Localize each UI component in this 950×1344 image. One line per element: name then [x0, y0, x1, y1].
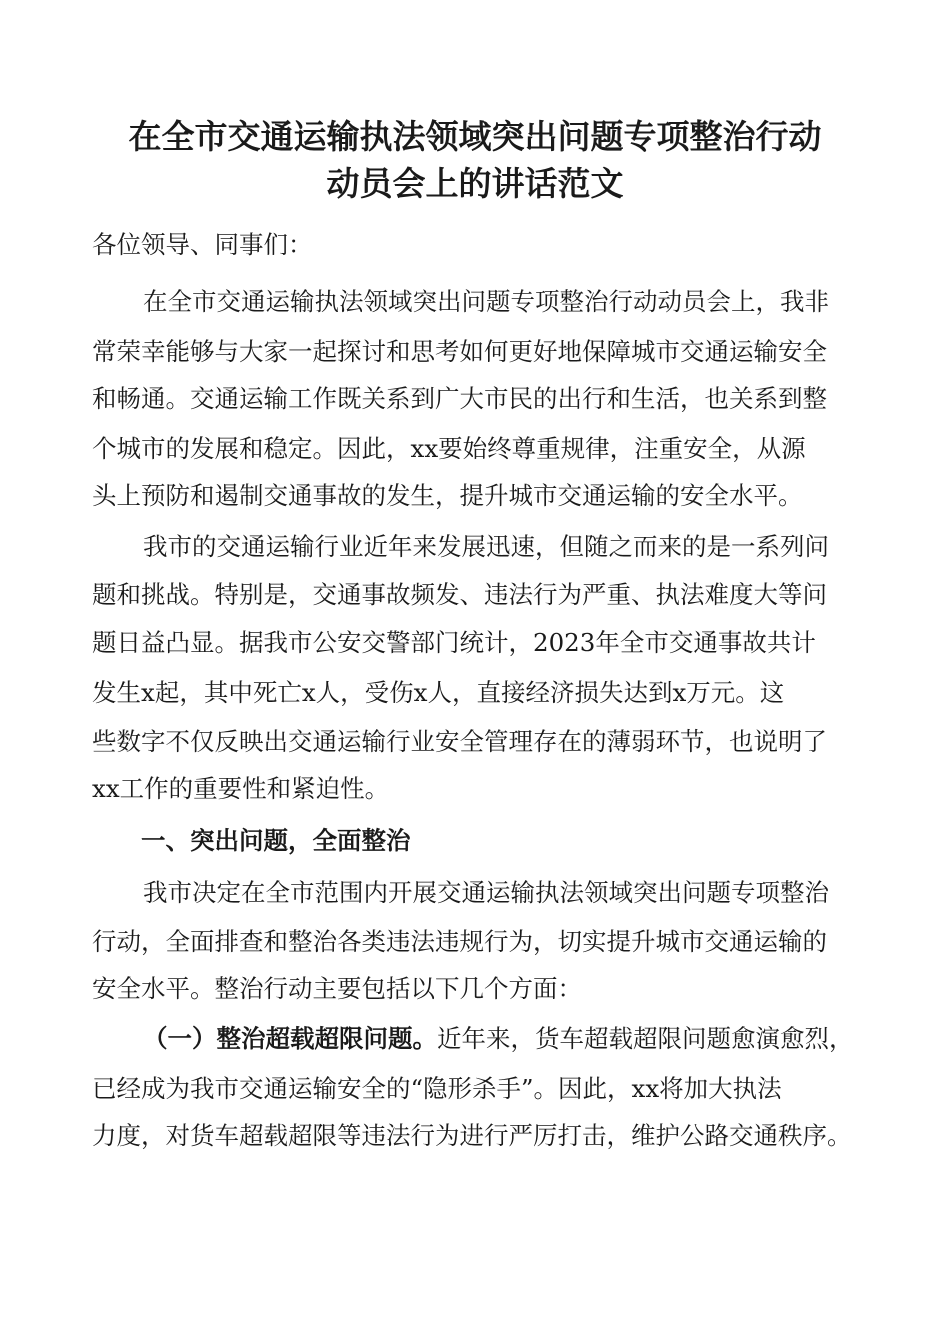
paragraph-3-line: 行动，全面排查和整治各类违法违规行为，切实提升城市交通运输的 — [92, 927, 827, 956]
section-heading-1: 一、突出问题，全面整治 — [141, 826, 411, 855]
paragraph-1-line: 在全市交通运输执法领域突出问题专项整治行动动员会上，我非 — [143, 287, 829, 316]
document-title-line-2: 动员会上的讲话范文 — [326, 164, 624, 203]
paragraph-2-line: 题日益凸显。据我市公安交警部门统计，2023年全市交通事故共计 — [92, 628, 816, 657]
paragraph-2-line: 发生x起，其中死亡x人，受伤x人，直接经济损失达到x万元。这 — [92, 678, 785, 707]
paragraph-1-line: 头上预防和遏制交通事故的发生，提升城市交通运输的安全水平。 — [92, 481, 803, 510]
paragraph-3-line: 安全水平。整治行动主要包括以下几个方面： — [92, 974, 582, 1003]
paragraph-1-line: 个城市的发展和稳定。因此，xx要始终尊重规律，注重安全，从源 — [92, 434, 806, 463]
paragraph-4-text: 近年来，货车超载超限问题愈演愈烈， — [437, 1024, 854, 1053]
salutation: 各位领导、同事们： — [92, 230, 313, 259]
paragraph-4-first-line — [143, 1024, 854, 1054]
subsection-heading-1: （一）整治超载超限问题。 — [143, 1024, 437, 1053]
paragraph-4-line: 力度，对货车超载超限等违法行为进行严厉打击，维护公路交通秩序。 — [92, 1121, 852, 1150]
paragraph-3-line: 我市决定在全市范围内开展交通运输执法领域突出问题专项整治 — [143, 878, 829, 907]
paragraph-2-line: 我市的交通运输行业近年来发展迅速，但随之而来的是一系列问 — [143, 532, 829, 561]
paragraph-2-line: 些数字不仅反映出交通运输行业安全管理存在的薄弱环节，也说明了 — [92, 727, 827, 756]
paragraph-1-line: 和畅通。交通运输工作既关系到广大市民的出行和生活，也关系到整 — [92, 384, 827, 413]
document-title-line-1: 在全市交通运输执法领域突出问题专项整治行动 — [128, 117, 822, 156]
paragraph-1-line: 常荣幸能够与大家一起探讨和思考如何更好地保障城市交通运输安全 — [92, 337, 827, 366]
paragraph-4-line: 已经成为我市交通运输安全的“隐形杀手”。因此，xx将加大执法 — [92, 1074, 782, 1103]
paragraph-2-line: xx工作的重要性和紧迫性。 — [92, 774, 390, 803]
paragraph-2-line: 题和挑战。特别是，交通事故频发、违法行为严重、执法难度大等问 — [92, 580, 827, 609]
